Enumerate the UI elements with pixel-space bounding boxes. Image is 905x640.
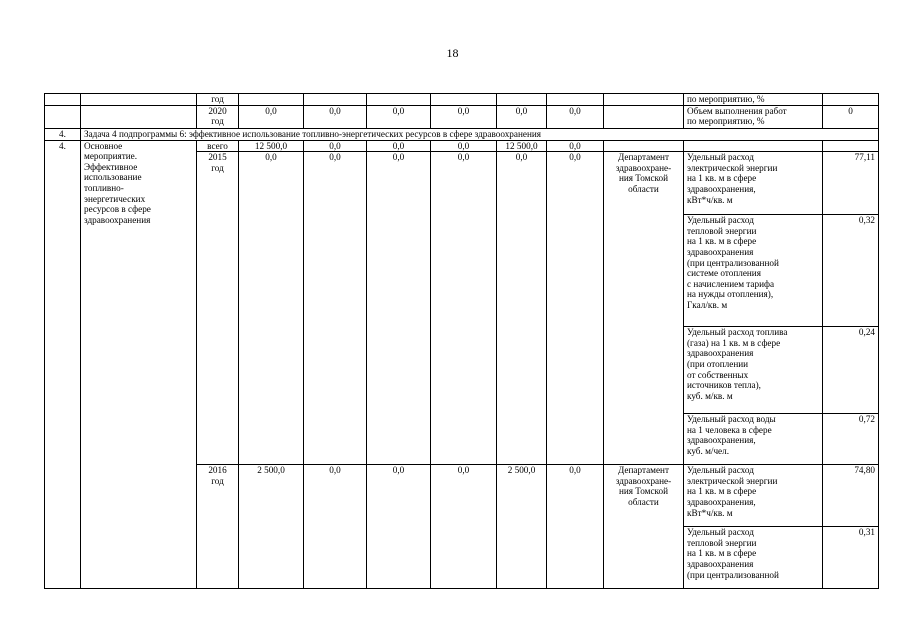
executor-cell: Департамент здравоохране- ния Томской области (604, 465, 684, 589)
value-cell: 0,0 (431, 465, 497, 589)
indicator-cell: Удельный расход топлива (газа) на 1 кв. м в сфере здравоохранения (при отоплении от собственных источников тепла), куб. м/кв. м (684, 327, 823, 414)
indicator-cell: Удельный расход тепловой энергии на 1 кв. м в сфере здравоохранения (при централизованной (684, 527, 823, 589)
value-cell: 0,0 (431, 105, 497, 128)
task-title: Задача 4 подпрограммы 6: эффективное использование топливно-энергетических ресурсов в сфере здравоохранения (81, 128, 879, 140)
value-cell: 0,0 (367, 105, 431, 128)
year-cell: 2020 год (197, 105, 239, 128)
indicator-cell: Удельный расход электрической энергии на 1 кв. м в сфере здравоохранения, кВт*ч/кв. м (684, 465, 823, 527)
value-cell: 0,0 (304, 105, 367, 128)
row-number: 4. (45, 140, 81, 589)
indicator-value: 74,80 (823, 465, 879, 527)
year-cell: всего (197, 140, 239, 152)
value-cell: 0,0 (239, 152, 304, 465)
value-cell: 0,0 (304, 465, 367, 589)
indicator-cell: Удельный расход электрической энергии на 1 кв. м в сфере здравоохранения, кВт*ч/кв. м (684, 152, 823, 215)
value-cell: 2 500,0 (239, 465, 304, 589)
value-cell: 0,0 (547, 152, 604, 465)
value-cell: 0,0 (431, 140, 497, 152)
value-cell: 12 500,0 (239, 140, 304, 152)
value-cell: 0,0 (367, 465, 431, 589)
indicator-cell: по мероприятию, % (684, 94, 823, 106)
table-row (45, 105, 879, 128)
indicator-cell: Удельный расход тепловой энергии на 1 кв. м в сфере здравоохранения (при централизованной системе отопления с начислением тарифа на нужды отопления), Гкал/кв. м (684, 215, 823, 327)
task-row (45, 128, 879, 140)
value-cell: 0,0 (431, 152, 497, 465)
indicator-value: 0,32 (823, 215, 879, 327)
value-cell: 12 500,0 (497, 140, 547, 152)
table-row (45, 140, 879, 152)
program-table (44, 93, 879, 589)
event-name: Основное мероприятие. Эффективное использование топливно- энергетических ресурсов в сфере здравоохранения (81, 140, 197, 589)
value-cell: 0,0 (497, 152, 547, 465)
table-row (45, 94, 879, 106)
value-cell: 0,0 (367, 140, 431, 152)
value-cell: 0,0 (304, 152, 367, 465)
indicator-value: 0,31 (823, 527, 879, 589)
indicator-value: 0,72 (823, 414, 879, 465)
value-cell: 0,0 (497, 105, 547, 128)
value-cell: 0,0 (304, 140, 367, 152)
indicator-value: 0,24 (823, 327, 879, 414)
year-cell: 2015 год (197, 152, 239, 465)
value-cell: 0,0 (547, 105, 604, 128)
value-cell: 0,0 (547, 140, 604, 152)
year-cell: 2016 год (197, 465, 239, 589)
value-cell: 0,0 (547, 465, 604, 589)
indicator-value: 77,11 (823, 152, 879, 215)
executor-cell: Департамент здравоохране- ния Томской области (604, 152, 684, 465)
indicator-cell: Удельный расход воды на 1 человека в сфере здравоохранения, куб. м/чел. (684, 414, 823, 465)
indicator-cell: Объем выполнения работ по мероприятию, % (684, 105, 823, 128)
row-number: 4. (45, 128, 81, 140)
page-number: 18 (446, 46, 459, 60)
value-cell: 0,0 (367, 152, 431, 465)
indicator-value: 0 (823, 105, 879, 128)
value-cell: 2 500,0 (497, 465, 547, 589)
year-cell: год (197, 94, 239, 106)
value-cell: 0,0 (239, 105, 304, 128)
